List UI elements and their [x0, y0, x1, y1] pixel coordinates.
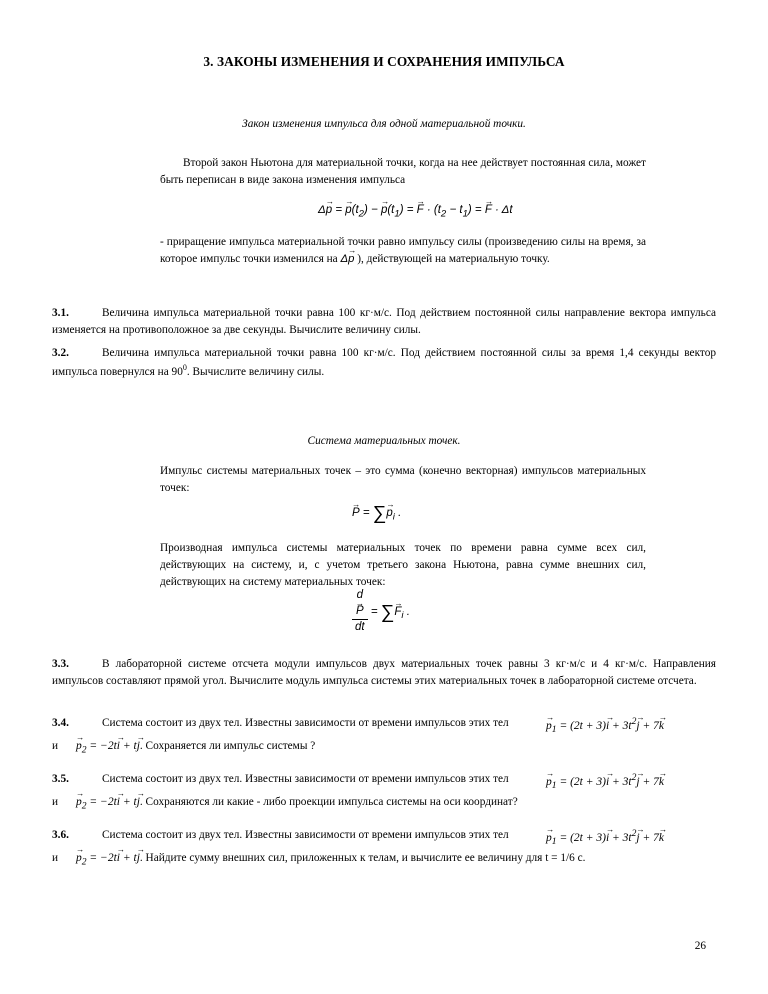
problem-3-5: [52, 771, 716, 792]
problem-3-6: [52, 827, 716, 848]
problem-number: 3.2.: [52, 347, 69, 359]
problem-3-1: [52, 305, 716, 339]
problem-3-5-line2: [52, 794, 716, 814]
section-heading-system: Система материальных точек.: [307, 435, 461, 447]
problem-number: 3.6.: [52, 829, 69, 841]
problem-text: Система состоит из двух тел. Известны зависимости от времени импульсов этих тел: [102, 717, 509, 729]
page-title: 3. ЗАКОНЫ ИЗМЕНЕНИЯ И СОХРАНЕНИЯ ИМПУЛЬСА: [203, 54, 565, 69]
problem-text: Величина импульса материальной точки равна 100 кг·м/с. Под действием постоянной силы направление вектора импульса изменяется на противоположное за две секунды. Вычислите величину силы.: [52, 307, 716, 336]
p1-formula: → $p_1 = (2t + 3)\to i + 3t^2\to j + 7\to k$: [546, 715, 664, 737]
derivative-paragraph: Производная импульса системы материальных точек по времени равна сумме всех сил, действующих на систему, и, с учетом третьего закона Ньютона, равна сумме внешних сил, действующих на систему материальных точек:: [160, 542, 646, 588]
page-number: 26: [694, 940, 706, 952]
p2-formula: → $p_2 = -2t\to i + t\to j$: [76, 796, 140, 808]
problem-text: Система состоит из двух тел. Известны зависимости от времени импульсов этих тел: [102, 829, 509, 841]
problem-3-4-line2: [52, 738, 716, 758]
intro-paragraph: Второй закон Ньютона для материальной точки, когда на нее действует постоянная сила, может быть переписан в виде закона изменения импульса: [160, 157, 646, 186]
impulse-explanation-text-b: ), действующей на материальную точку.: [354, 252, 550, 265]
p1-formula: → $p_1 = (2t + 3)\to i + 3t^2\to j + 7\to k$: [546, 827, 664, 849]
problem-3-3: [52, 656, 716, 690]
problem-3-4: [52, 715, 716, 736]
problem-3-2: [52, 345, 716, 381]
problem-number: 3.3.: [52, 658, 69, 670]
degree-superscript: 0: [182, 362, 187, 372]
problem-text-tail: . Вычислите величину силы.: [186, 365, 325, 378]
impulse-explanation-text-a: - приращение импульса материальной точки равно импульсу силы (произведению силы на время, за которое импульс точки изменился на: [160, 236, 646, 265]
p1-formula: → $p_1 = (2t + 3)\to i + 3t^2\to j + 7\to k$: [546, 771, 664, 793]
momentum-change-formula: Δ→ p = → $p(t_2)$ − → $p(t_1)$ = → $F \cdot (t_2 - t_1)$ = → F · Δt: [318, 202, 513, 222]
impulse-explanation-paragraph: [160, 234, 646, 268]
and-prefix: и: [52, 796, 59, 808]
problem-question: . Сохраняется ли импульс системы ?: [139, 740, 316, 752]
problem-number: 3.4.: [52, 717, 69, 729]
problem-3-6-line2: [52, 850, 716, 870]
problem-question: . Сохраняются ли какие - либо проекции импульса системы на оси координат?: [139, 796, 518, 808]
section-heading-single-point: Закон изменения импульса для одной материальной точки.: [242, 118, 526, 130]
problem-number: 3.1.: [52, 307, 69, 319]
and-prefix: и: [52, 852, 59, 864]
problem-text: В лабораторной системе отсчета модули импульсов двух материальных точек равны 3 кг·м/с и 4 кг·м/с. Направления импульсов составляют прямой угол. Вычислите модуль импульса системы этих материальных точек в лабораторной системе отсчета.: [52, 658, 716, 687]
and-prefix: и: [52, 740, 59, 752]
delta-p-symbol: Δ→ p: [341, 253, 355, 265]
problem-number: 3.5.: [52, 773, 69, 785]
problem-question: . Найдите сумму внешних сил, приложенных к телам, и вычислите ее величину для t = 1/6 с.: [139, 852, 586, 864]
newton-system-formula: d → P dt = ∑→ $F_i$ .: [352, 588, 410, 636]
p2-formula: → $p_2 = -2t\to i + t\to j$: [76, 740, 140, 752]
system-momentum-formula: → P = ∑→ $p_i$ .: [352, 500, 401, 529]
problem-text: Система состоит из двух тел. Известны зависимости от времени импульсов этих тел: [102, 773, 509, 785]
system-momentum-paragraph: Импульс системы материальных точек – это сумма (конечно векторная) импульсов материальных точек:: [160, 465, 646, 494]
p2-formula: → $p_2 = -2t\to i + t\to j$: [76, 852, 140, 864]
problem-text: Величина импульса материальной точки равна 100 кг·м/с. Под действием постоянной силы за время 1,4 секунды вектор импульса повернулся на 90: [52, 347, 716, 378]
